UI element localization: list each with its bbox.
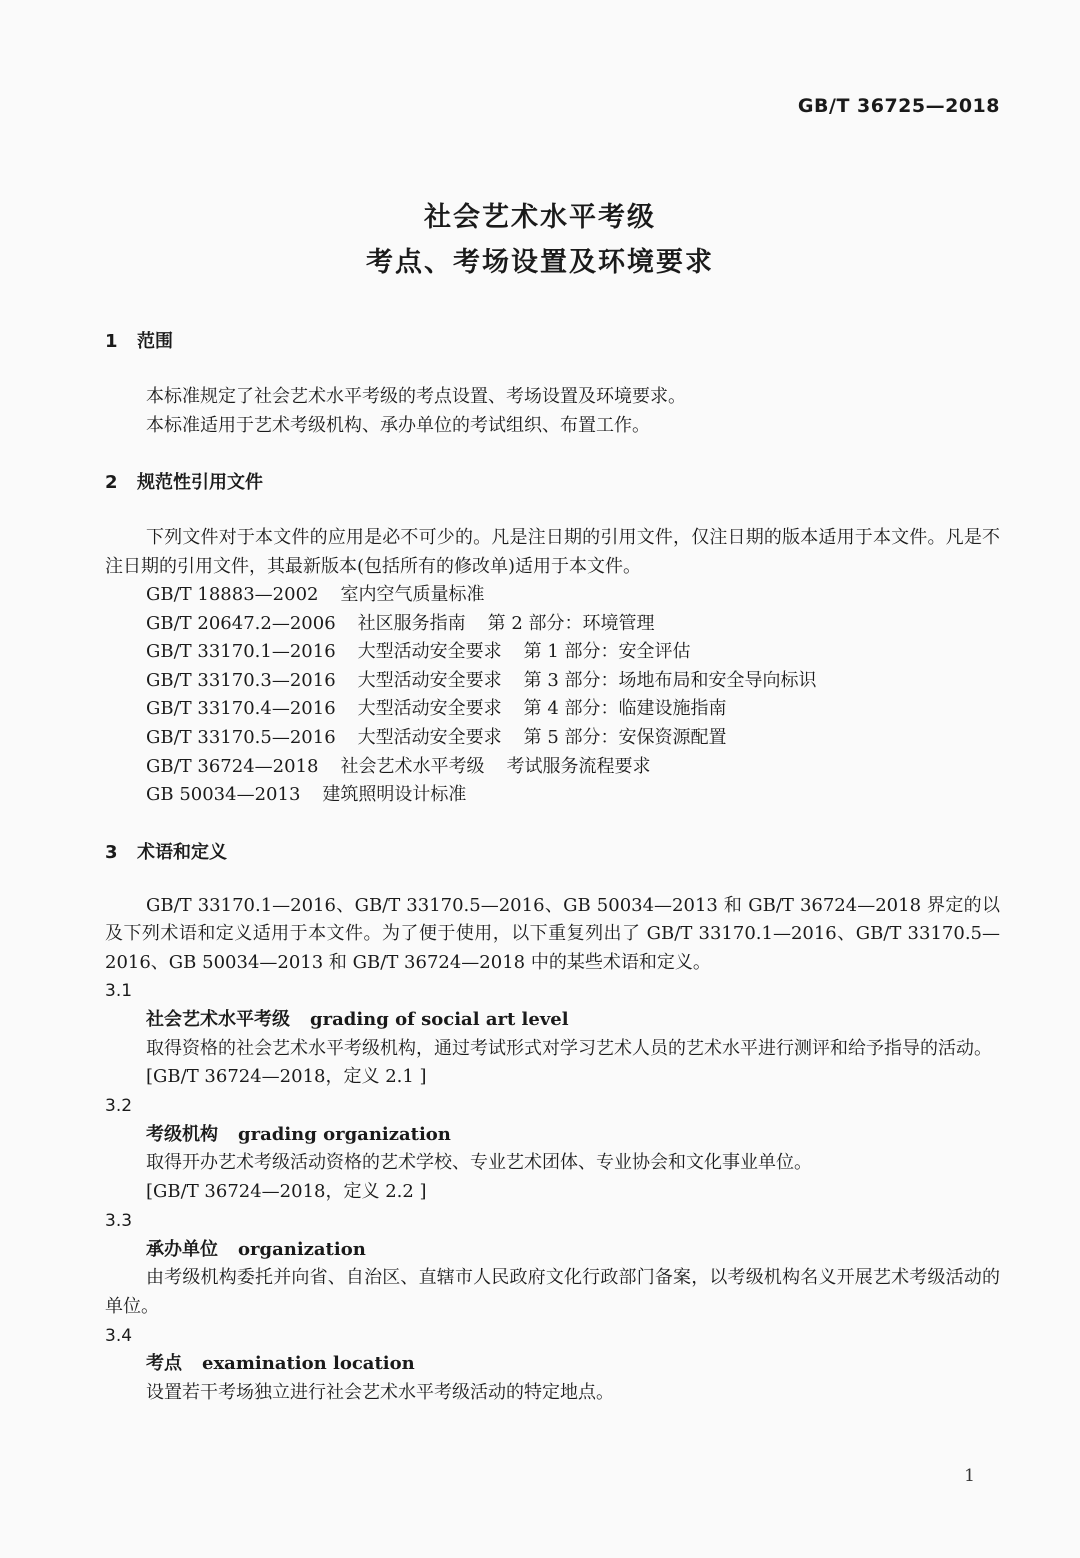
title-line-1: 社会艺术水平考级 xyxy=(424,202,656,233)
term-zh: 承办单位 xyxy=(146,1238,218,1260)
reference-title: 大型活动安全要求 xyxy=(357,698,502,720)
paragraph: GB/T 33170.1—2016、GB/T 33170.5—2016、GB 50034—2013 和 GB/T 36724—2018 界定的以及下列术语和定义适用于本文件。为了便于使用，以下重复列出了 GB/T 33170.1—2016、GB/T 33170.5—2016、GB 50034—2013 和 GB/T 36724—2018 中的某些术语和定义。 xyxy=(105,894,1000,973)
term-number: 3.2 xyxy=(105,1096,133,1117)
reference-code: GB/T 33170.3—2016 xyxy=(146,669,336,691)
reference-title: 室内空气质量标准 xyxy=(340,584,485,605)
section-number: 1 xyxy=(105,331,118,352)
reference-code: GB/T 33170.5—2016 xyxy=(146,726,336,748)
reference-code: GB/T 20647.2—2006 xyxy=(146,612,336,634)
reference-code: GB/T 33170.1—2016 xyxy=(146,641,336,663)
paragraph: 本标准适用于艺术考级机构、承办单位的考试组织、布置工作。 xyxy=(146,414,650,436)
standard-number: GB/T 36725—2018 xyxy=(797,95,1000,117)
term-definition: 取得资格的社会艺术水平考级机构，通过考试形式对学习艺术人员的艺术水平进行测评和给予指导的活动。 xyxy=(146,1037,992,1059)
reference-part: 第 4 部分：临建设施指南 xyxy=(523,698,727,720)
term-heading xyxy=(105,1236,1000,1265)
section-1-heading xyxy=(105,325,1000,359)
reference-part: 第 3 部分：场地布局和安全导向标识 xyxy=(523,669,817,691)
section-2-heading xyxy=(105,466,1000,500)
section-number: 2 xyxy=(105,472,118,493)
reference-item xyxy=(105,610,1000,639)
reference-title: 社会艺术水平考级 xyxy=(340,755,485,777)
term-heading xyxy=(105,1006,1000,1035)
reference-part: 第 5 部分：安保资源配置 xyxy=(523,726,727,748)
section-3-heading xyxy=(105,836,1000,870)
reference-part: 第 2 部分：环境管理 xyxy=(487,612,655,634)
term-en: grading of social art level xyxy=(310,1008,569,1030)
term-definition: 设置若干考场独立进行社会艺术水平考级活动的特定地点。 xyxy=(146,1382,614,1404)
term-number: 3.4 xyxy=(105,1325,133,1346)
reference-part: 考试服务流程要求 xyxy=(506,755,651,777)
document-body xyxy=(105,325,1000,1408)
reference-title: 建筑照明设计标准 xyxy=(322,784,467,806)
reference-title: 社区服务指南 xyxy=(357,612,466,634)
reference-item xyxy=(105,581,1000,610)
reference-item xyxy=(105,753,1000,782)
term-en: grading organization xyxy=(238,1123,451,1145)
paragraph: 本标准规定了社会艺术水平考级的考点设置、考场设置及环境要求。 xyxy=(146,386,686,407)
reference-part: 第 1 部分：安全评估 xyxy=(523,641,691,663)
section-title: 规范性引用文件 xyxy=(137,472,263,493)
document-title xyxy=(0,195,1080,285)
reference-item xyxy=(105,638,1000,667)
reference-item xyxy=(105,695,1000,724)
term-definition: 取得开办艺术考级活动资格的艺术学校、专业艺术团体、专业协会和文化事业单位。 xyxy=(146,1152,812,1174)
reference-title: 大型活动安全要求 xyxy=(357,641,502,663)
reference-title: 大型活动安全要求 xyxy=(357,669,502,691)
term-number: 3.1 xyxy=(105,981,133,1002)
term-en: examination location xyxy=(202,1353,415,1375)
term-number: 3.3 xyxy=(105,1210,133,1231)
term-heading xyxy=(105,1350,1000,1379)
section-title: 术语和定义 xyxy=(137,841,227,863)
reference-item xyxy=(105,667,1000,696)
section-number: 3 xyxy=(105,841,118,863)
term-source: [GB/T 36724—2018，定义 2.1 ] xyxy=(146,1066,427,1088)
term-zh: 考级机构 xyxy=(146,1123,218,1145)
reference-code: GB/T 33170.4—2016 xyxy=(146,698,336,720)
term-definition: 由考级机构委托并向省、自治区、直辖市人民政府文化行政部门备案，以考级机构名义开展艺术考级活动的单位。 xyxy=(105,1267,1000,1317)
title-line-2: 考点、考场设置及环境要求 xyxy=(366,247,714,278)
page-number: 1 xyxy=(964,1466,975,1486)
reference-code: GB/T 36724—2018 xyxy=(146,755,319,777)
reference-code: GB 50034—2013 xyxy=(146,784,301,806)
term-zh: 考点 xyxy=(146,1353,182,1375)
term-en: organization xyxy=(238,1238,366,1260)
section-title: 范围 xyxy=(137,331,173,352)
reference-code: GB/T 18883—2002 xyxy=(146,584,319,605)
paragraph: 下列文件对于本文件的应用是必不可少的。凡是注日期的引用文件，仅注日期的版本适用于本文件。凡是不注日期的引用文件，其最新版本(包括所有的修改单)适用于本文件。 xyxy=(105,527,1000,577)
term-zh: 社会艺术水平考级 xyxy=(146,1008,290,1030)
term-heading xyxy=(105,1121,1000,1150)
reference-item xyxy=(105,724,1000,753)
term-source: [GB/T 36724—2018，定义 2.2 ] xyxy=(146,1181,427,1203)
reference-title: 大型活动安全要求 xyxy=(357,726,502,748)
reference-item xyxy=(105,781,1000,810)
